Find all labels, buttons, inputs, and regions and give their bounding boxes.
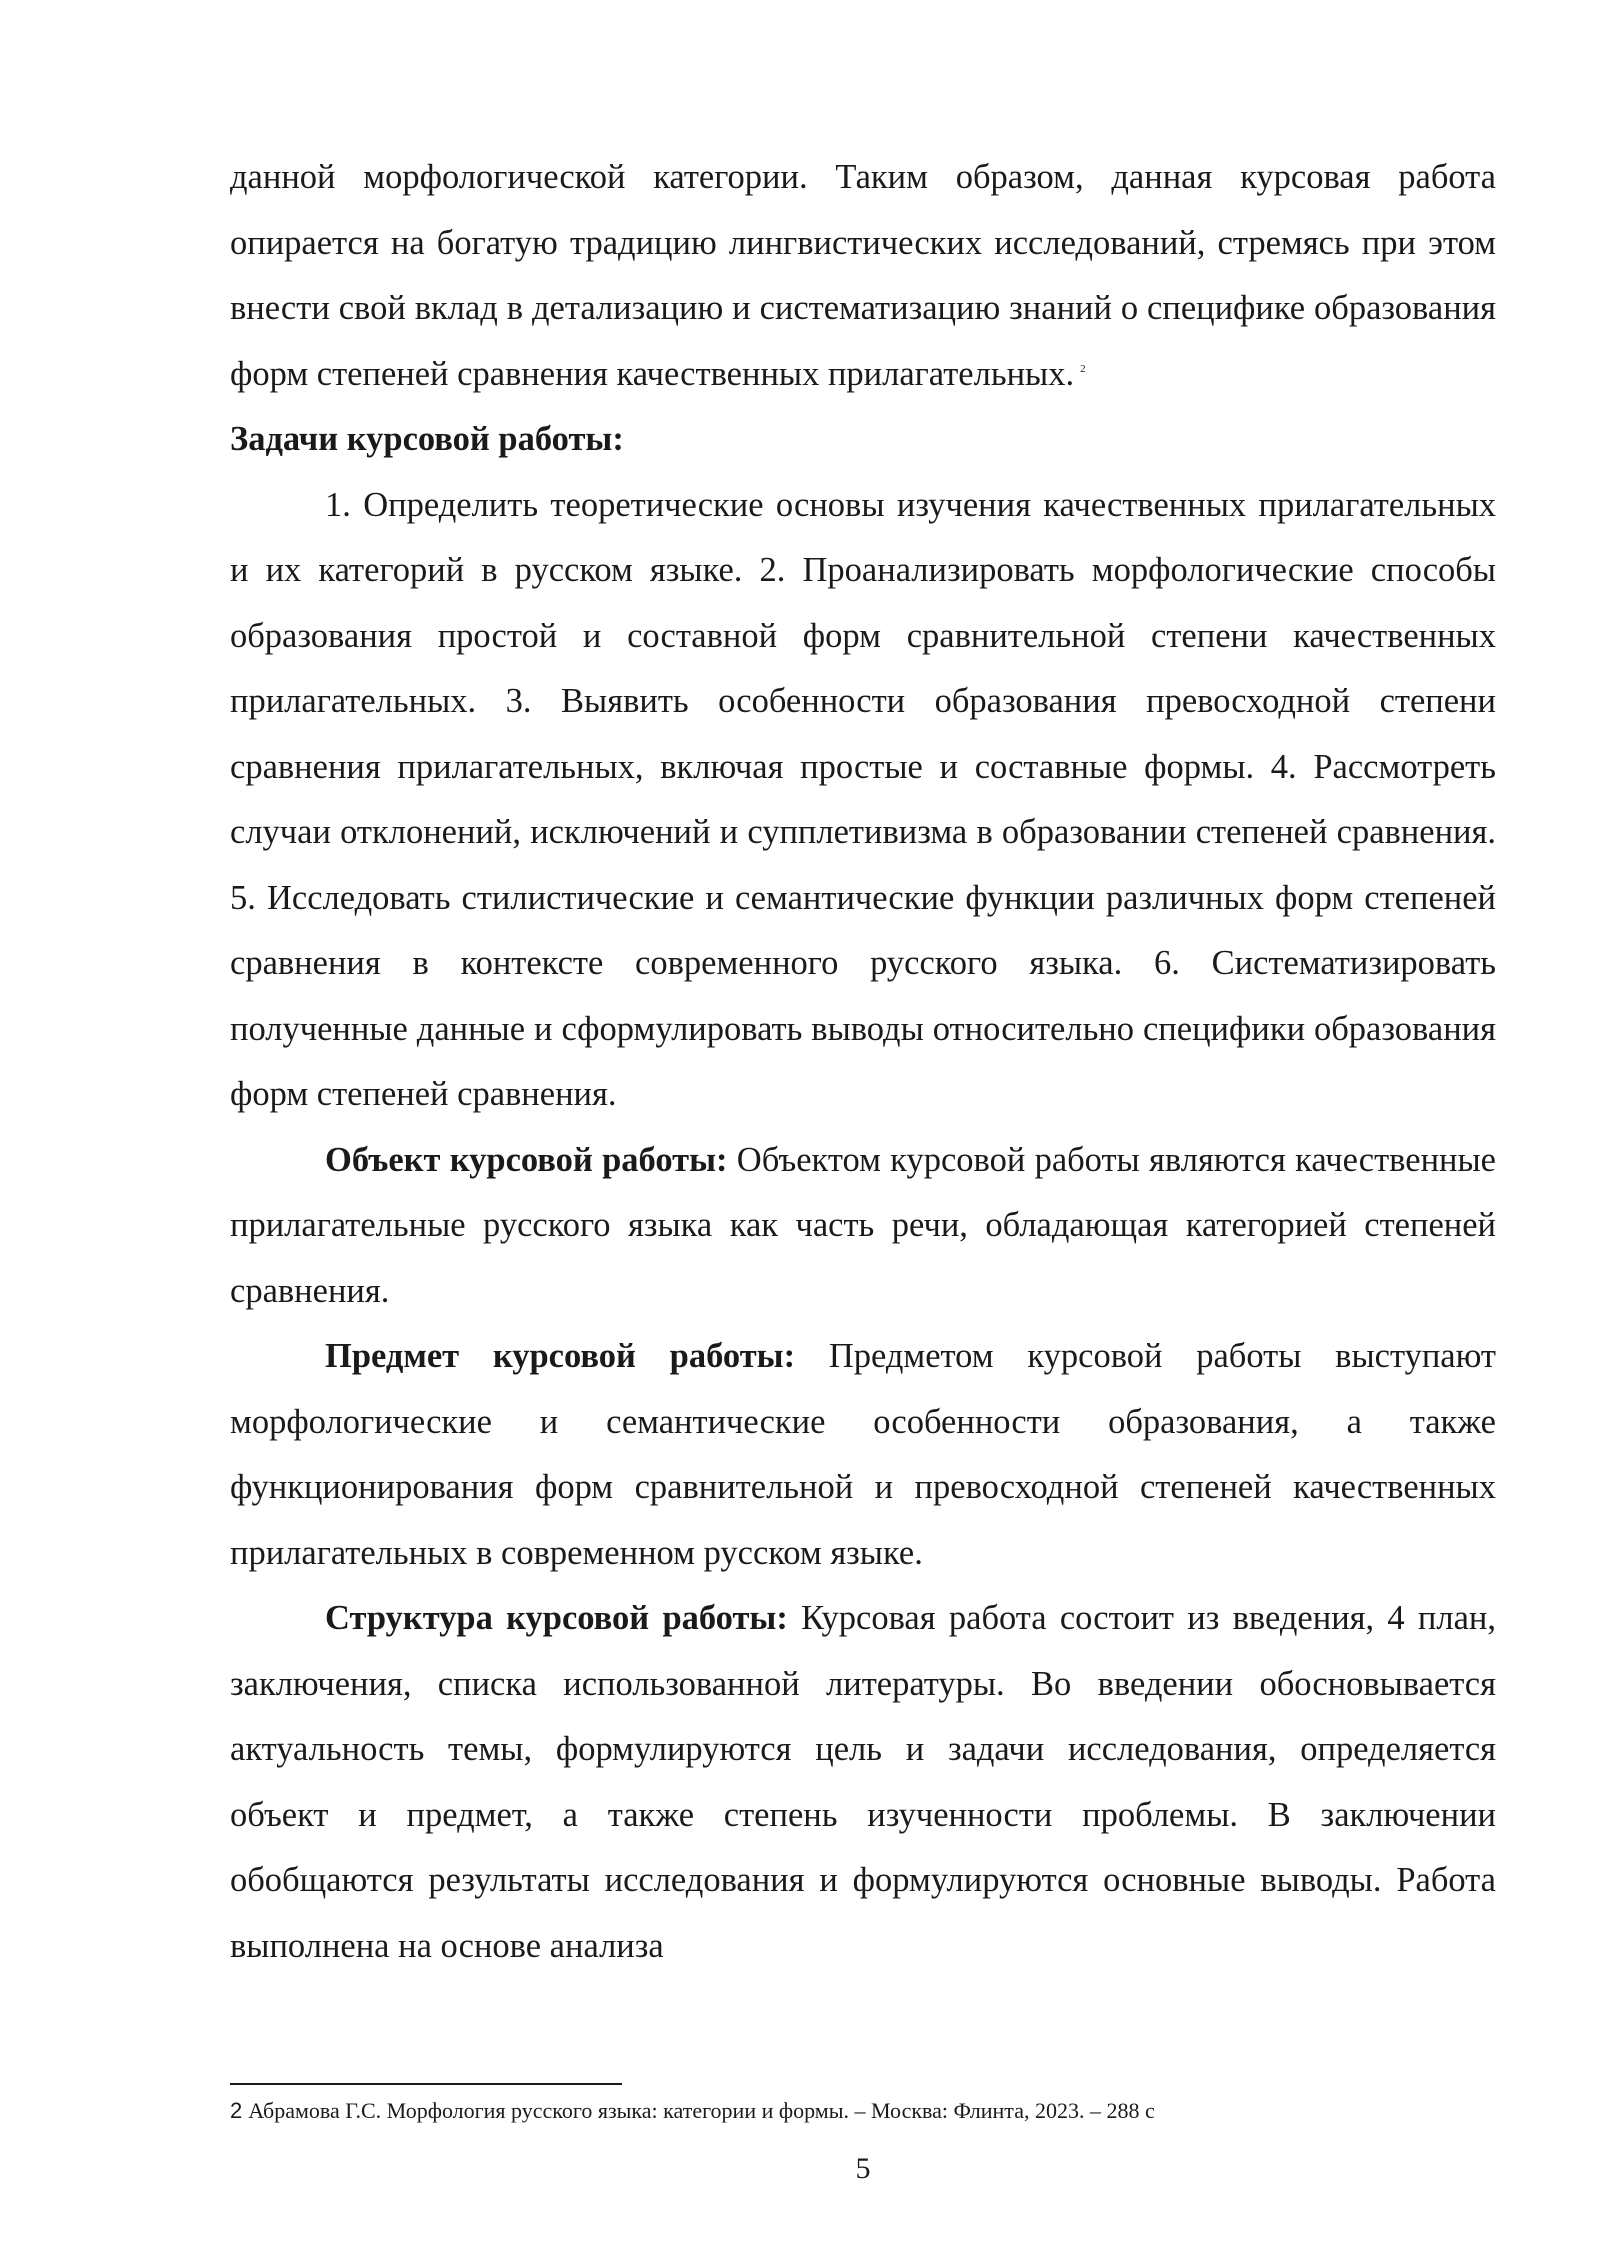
object-label: Объект курсовой работы: xyxy=(325,1140,728,1179)
object-paragraph xyxy=(230,1128,1496,1325)
footnote xyxy=(230,2097,1496,2125)
intro-paragraph xyxy=(230,145,1496,407)
page-number: 5 xyxy=(855,2152,871,2185)
body-text xyxy=(230,145,1496,1979)
footnote-separator xyxy=(230,2083,622,2085)
structure-label: Структура курсовой работы: xyxy=(325,1599,788,1637)
intro-paragraph-text: данной морфологической категории. Таким образом, данная курсовая работа опирается на богатую традицию лингвистических исследований, стремясь при этом внести свой вклад в детализацию и систематизацию знаний о специфике образования форм степеней сравнения качественных прилагательных. xyxy=(230,158,1496,393)
footnote-text: Абрамова Г.С. Морфология русского языка: категории и формы. – Москва: Флинта, 2023. – 288 с xyxy=(248,2098,1155,2123)
structure-paragraph xyxy=(230,1586,1496,1979)
structure-text: Курсовая работа состоит из введения, 4 план, заключения, списка использованной литературы. Во введении обосновывается актуальность темы, формулируются цель и задачи исследования, определяется объект и предмет, а также степень изученности проблемы. В заключении обобщаются результаты исследования и формулируются основные выводы. Работа выполнена на основе анализа xyxy=(230,1599,1497,1965)
tasks-paragraph: 1. Определить теоретические основы изучения качественных прилагательных и их категорий в русском языке. 2. Проанализировать морфологические способы образования простой и составной форм сравнительной степени качественных прилагательных. 3. Выявить особенности образования превосходной степени сравнения прилагательных, включая простые и составные формы. 4. Рассмотреть случаи отклонений, исключений и супплетивизма в образовании степеней сравнения. 5. Исследовать стилистические и семантические функции различных форм степеней сравнения в контексте современного русского языка. 6. Систематизировать полученные данные и сформулировать выводы относительно специфики образования форм степеней сравнения. xyxy=(230,485,1496,1113)
subject-label: Предмет курсовой работы: xyxy=(325,1337,796,1375)
subject-paragraph xyxy=(230,1324,1496,1586)
footnote-reference: 2 xyxy=(1080,363,1086,375)
subject-text: Предметом курсовой работы выступают морфологические и семантические особенности образования, а также функционирования форм сравнительной и превосходной степеней качественных прилагательных в современном русском языке. xyxy=(230,1337,1496,1572)
tasks-heading: Задачи курсовой работы: xyxy=(230,420,624,458)
footnote-number: 2 xyxy=(230,2098,243,2123)
object-text: Объектом курсовой работы являются качественные прилагательные русского языка как часть речи, обладающая категорией степеней сравнения. xyxy=(230,1140,1496,1310)
